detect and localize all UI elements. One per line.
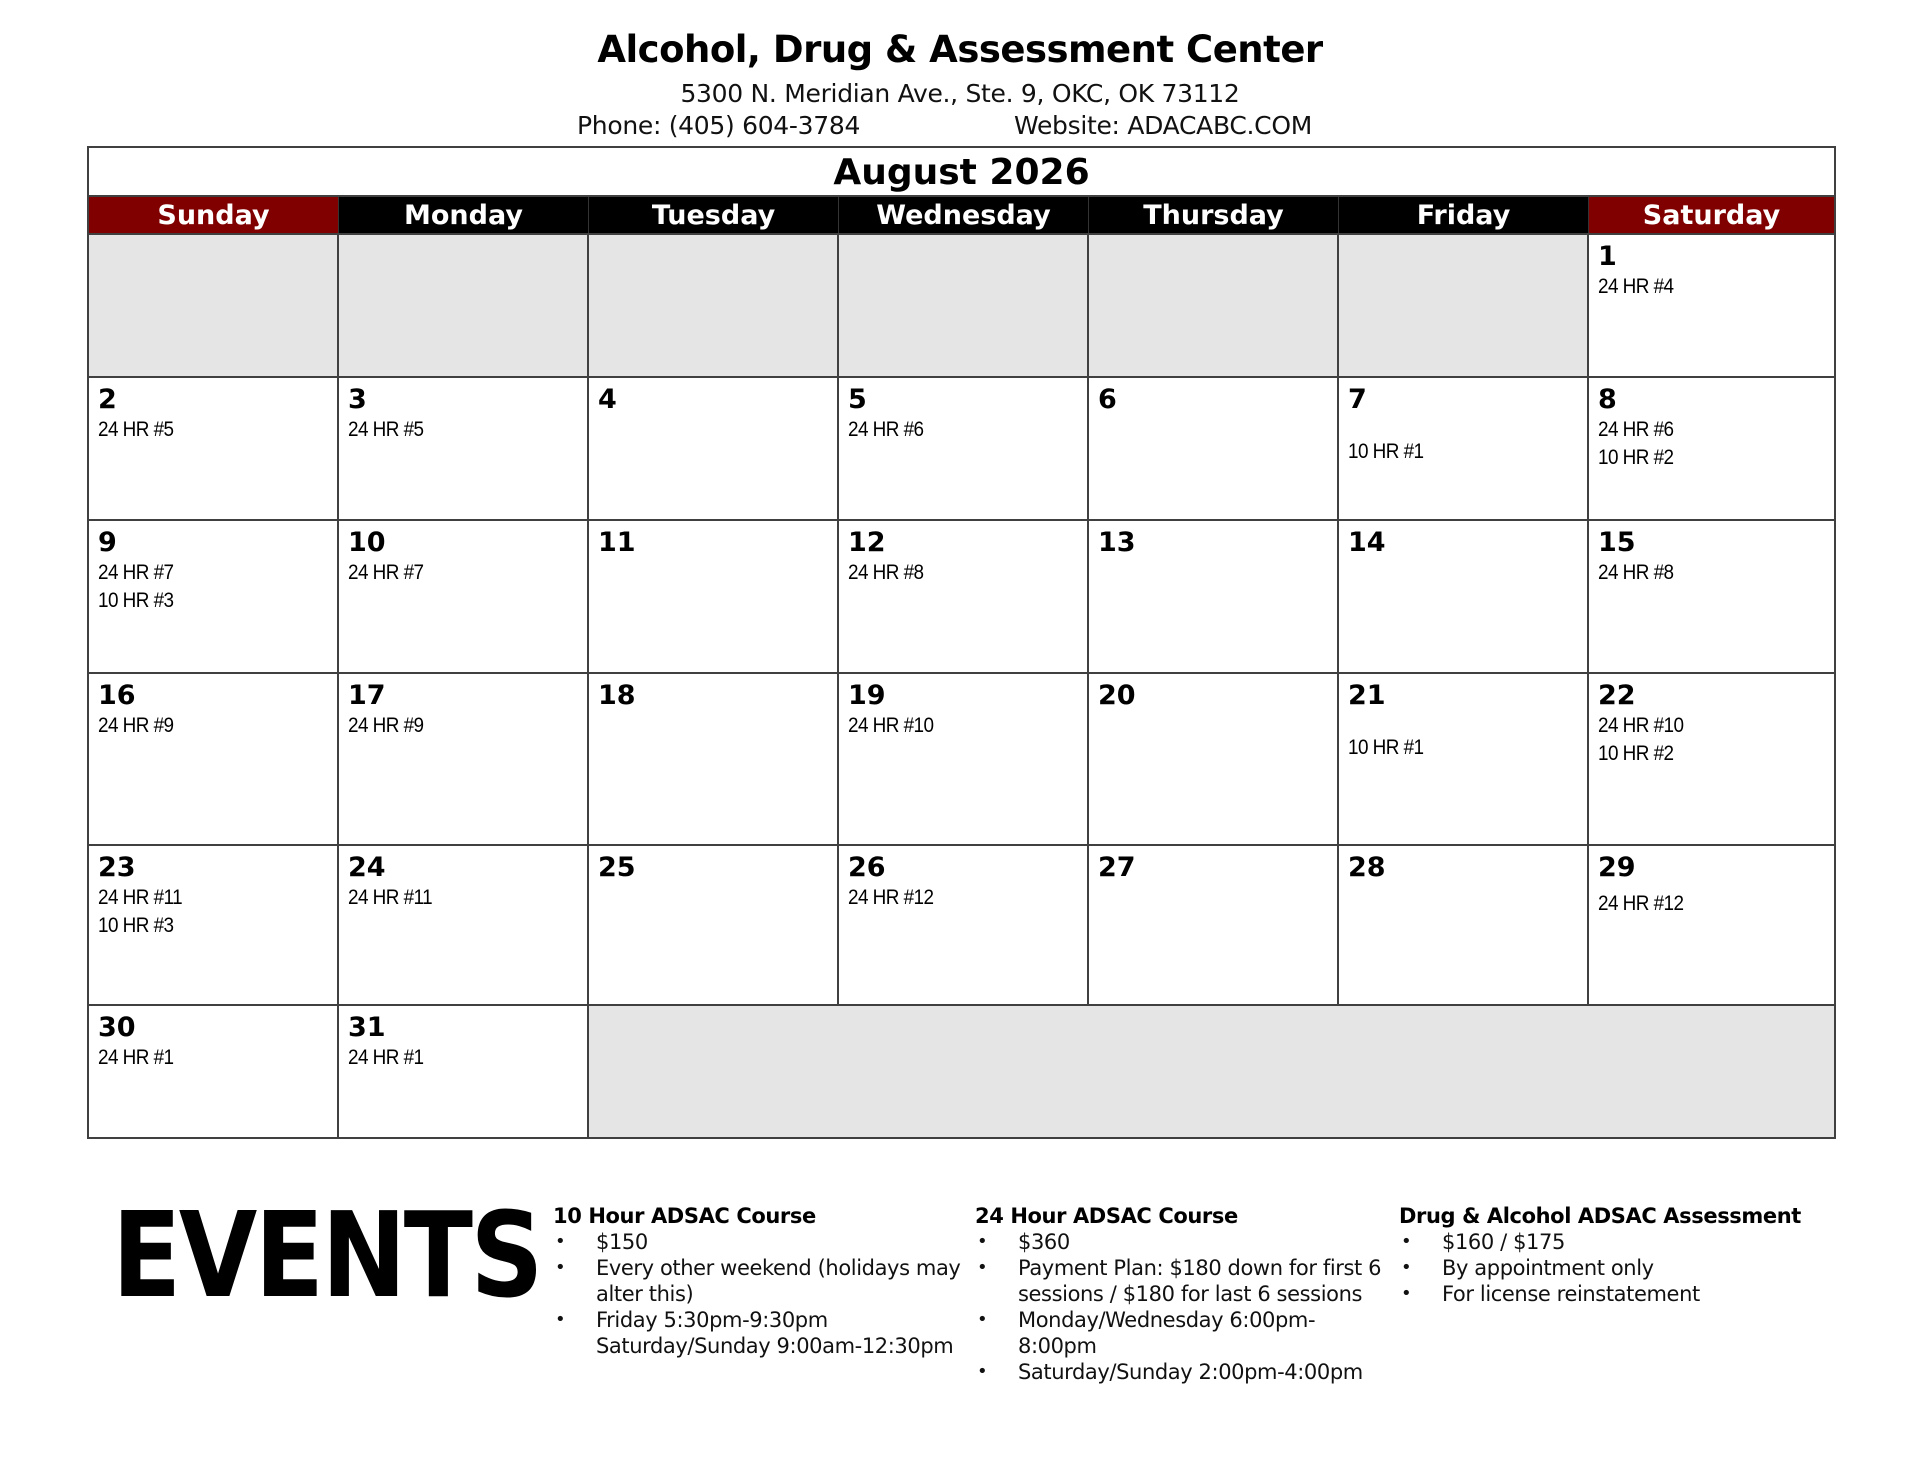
event-label: 10 HR #2 xyxy=(1598,446,1674,469)
day-cell[interactable] xyxy=(1339,846,1589,1004)
day-number: 22 xyxy=(1598,680,1636,711)
event-label: 24 HR #6 xyxy=(1598,418,1674,441)
week-row xyxy=(89,376,1834,519)
day-number: 6 xyxy=(1098,384,1117,415)
event-label: 24 HR #10 xyxy=(1598,714,1684,737)
day-number: 23 xyxy=(98,852,136,883)
event-label: 24 HR #8 xyxy=(848,561,924,584)
day-cell[interactable] xyxy=(89,846,339,1004)
day-number: 7 xyxy=(1348,384,1367,415)
course-details-list xyxy=(1399,1229,1819,1307)
day-number: 14 xyxy=(1348,527,1386,558)
day-cell[interactable] xyxy=(1589,674,1834,844)
week-row xyxy=(89,1004,1834,1137)
event-label: 24 HR #7 xyxy=(348,561,424,584)
day-cell[interactable] xyxy=(1089,674,1339,844)
event-label: 24 HR #5 xyxy=(98,418,174,441)
day-number: 19 xyxy=(848,680,886,711)
events-title: EVENTS xyxy=(112,1186,541,1324)
weekday-saturday: Saturday xyxy=(1589,197,1834,233)
weekday-header-row xyxy=(89,197,1834,233)
day-number: 9 xyxy=(98,527,117,558)
event-label: 24 HR #9 xyxy=(348,714,424,737)
day-number: 31 xyxy=(348,1012,386,1043)
organization-name: Alcohol, Drug & Assessment Center xyxy=(597,28,1323,71)
week-row xyxy=(89,519,1834,672)
course-detail: • Friday 5:30pm-9:30pm Saturday/Sunday 9:00am-12:30pm xyxy=(553,1307,973,1359)
day-cell[interactable] xyxy=(339,378,589,519)
weekday-thursday: Thursday xyxy=(1089,197,1339,233)
event-label: 10 HR #1 xyxy=(1348,736,1424,759)
day-number: 18 xyxy=(598,680,636,711)
organization-address: 5300 N. Meridian Ave., Ste. 9, OKC, OK 73112 xyxy=(680,79,1240,108)
week-row xyxy=(89,672,1834,844)
day-cell[interactable] xyxy=(1339,378,1589,519)
day-cell[interactable] xyxy=(339,674,589,844)
course-heading: 10 Hour ADSAC Course xyxy=(553,1204,816,1228)
week-row xyxy=(89,233,1834,376)
empty-cells-remainder xyxy=(589,1006,1834,1137)
event-label: 24 HR #5 xyxy=(348,418,424,441)
course-detail: • By appointment only xyxy=(1399,1255,1819,1281)
day-cell[interactable] xyxy=(1339,674,1589,844)
course-info-24-hour xyxy=(975,1203,1385,1385)
day-number: 26 xyxy=(848,852,886,883)
day-cell[interactable] xyxy=(589,846,839,1004)
course-detail: • For license reinstatement xyxy=(1399,1281,1819,1307)
day-number: 24 xyxy=(348,852,386,883)
week-row xyxy=(89,844,1834,1004)
event-label: 24 HR #7 xyxy=(98,561,174,584)
event-label: 24 HR #4 xyxy=(1598,275,1674,298)
month-title: August 2026 xyxy=(89,148,1834,197)
day-cell-empty xyxy=(1089,235,1339,376)
event-label: 24 HR #11 xyxy=(98,886,183,909)
calendar-grid xyxy=(87,146,1836,1139)
day-cell-empty xyxy=(339,235,589,376)
weekday-tuesday: Tuesday xyxy=(589,197,839,233)
day-cell[interactable] xyxy=(1089,521,1339,672)
contact-line xyxy=(0,110,1920,142)
day-cell[interactable] xyxy=(589,674,839,844)
course-details-list xyxy=(975,1229,1385,1385)
day-number: 30 xyxy=(98,1012,136,1043)
event-label: 24 HR #8 xyxy=(1598,561,1674,584)
day-number: 4 xyxy=(598,384,617,415)
day-number: 27 xyxy=(1098,852,1136,883)
day-number: 20 xyxy=(1098,680,1136,711)
day-cell[interactable] xyxy=(1589,235,1834,376)
day-cell[interactable] xyxy=(339,521,589,672)
event-label: 24 HR #12 xyxy=(848,886,934,909)
course-detail: • Every other weekend (holidays may alter this) xyxy=(553,1255,973,1307)
course-detail: • $360 xyxy=(975,1229,1385,1255)
day-number: 13 xyxy=(1098,527,1136,558)
day-cell-empty xyxy=(89,235,339,376)
event-label: 24 HR #1 xyxy=(98,1046,174,1069)
course-detail: • Monday/Wednesday 6:00pm-8:00pm xyxy=(975,1307,1385,1359)
event-label: 24 HR #1 xyxy=(348,1046,424,1069)
day-cell[interactable] xyxy=(839,674,1089,844)
day-number: 21 xyxy=(1348,680,1386,711)
weekday-sunday: Sunday xyxy=(89,197,339,233)
course-heading: Drug & Alcohol ADSAC Assessment xyxy=(1399,1204,1801,1228)
day-cell[interactable] xyxy=(1589,521,1834,672)
day-number: 25 xyxy=(598,852,636,883)
event-label: 10 HR #3 xyxy=(98,589,174,612)
course-detail: • Saturday/Sunday 2:00pm-4:00pm xyxy=(975,1359,1385,1385)
event-label: 10 HR #2 xyxy=(1598,742,1674,765)
day-cell[interactable] xyxy=(1589,378,1834,519)
event-label: 10 HR #1 xyxy=(1348,440,1424,463)
day-cell[interactable] xyxy=(339,846,589,1004)
course-detail: • Payment Plan: $180 down for first 6 sessions / $180 for last 6 sessions xyxy=(975,1255,1385,1307)
day-cell[interactable] xyxy=(89,378,339,519)
day-cell-empty xyxy=(589,235,839,376)
course-info-10-hour xyxy=(553,1203,973,1359)
event-label: 24 HR #12 xyxy=(1598,892,1684,915)
assessment-info xyxy=(1399,1203,1819,1307)
event-label: 24 HR #9 xyxy=(98,714,174,737)
day-number: 1 xyxy=(1598,241,1617,272)
day-cell-empty xyxy=(1339,235,1589,376)
day-number: 17 xyxy=(348,680,386,711)
weekday-monday: Monday xyxy=(339,197,589,233)
day-cell[interactable] xyxy=(839,846,1089,1004)
day-number: 15 xyxy=(1598,527,1636,558)
event-label: 24 HR #10 xyxy=(848,714,934,737)
event-label: 24 HR #6 xyxy=(848,418,924,441)
weekday-wednesday: Wednesday xyxy=(839,197,1089,233)
day-cell[interactable] xyxy=(839,378,1089,519)
day-cell[interactable] xyxy=(89,674,339,844)
day-number: 12 xyxy=(848,527,886,558)
website: Website: ADACABC.COM xyxy=(1014,111,1312,140)
weekday-friday: Friday xyxy=(1339,197,1589,233)
day-number: 5 xyxy=(848,384,867,415)
day-cell[interactable] xyxy=(1589,846,1834,1004)
course-detail: • $160 / $175 xyxy=(1399,1229,1819,1255)
day-number: 11 xyxy=(598,527,636,558)
day-cell[interactable] xyxy=(1339,521,1589,672)
day-number: 28 xyxy=(1348,852,1386,883)
day-cell[interactable] xyxy=(839,521,1089,672)
day-cell[interactable] xyxy=(1089,378,1339,519)
day-number: 2 xyxy=(98,384,117,415)
day-cell[interactable] xyxy=(89,521,339,672)
organization-header xyxy=(0,22,1920,110)
course-detail: • $150 xyxy=(553,1229,973,1255)
course-details-list xyxy=(553,1229,973,1359)
day-number: 16 xyxy=(98,680,136,711)
day-number: 3 xyxy=(348,384,367,415)
day-cell[interactable] xyxy=(589,378,839,519)
day-number: 8 xyxy=(1598,384,1617,415)
day-number: 29 xyxy=(1598,852,1636,883)
day-cell[interactable] xyxy=(1089,846,1339,1004)
day-cell[interactable] xyxy=(589,521,839,672)
day-cell[interactable] xyxy=(89,1006,339,1137)
phone-number: Phone: (405) 604-3784 xyxy=(577,111,861,140)
day-cell-empty xyxy=(839,235,1089,376)
event-label: 24 HR #11 xyxy=(348,886,433,909)
course-heading: 24 Hour ADSAC Course xyxy=(975,1204,1238,1228)
event-label: 10 HR #3 xyxy=(98,914,174,937)
day-cell[interactable] xyxy=(339,1006,589,1137)
day-number: 10 xyxy=(348,527,386,558)
